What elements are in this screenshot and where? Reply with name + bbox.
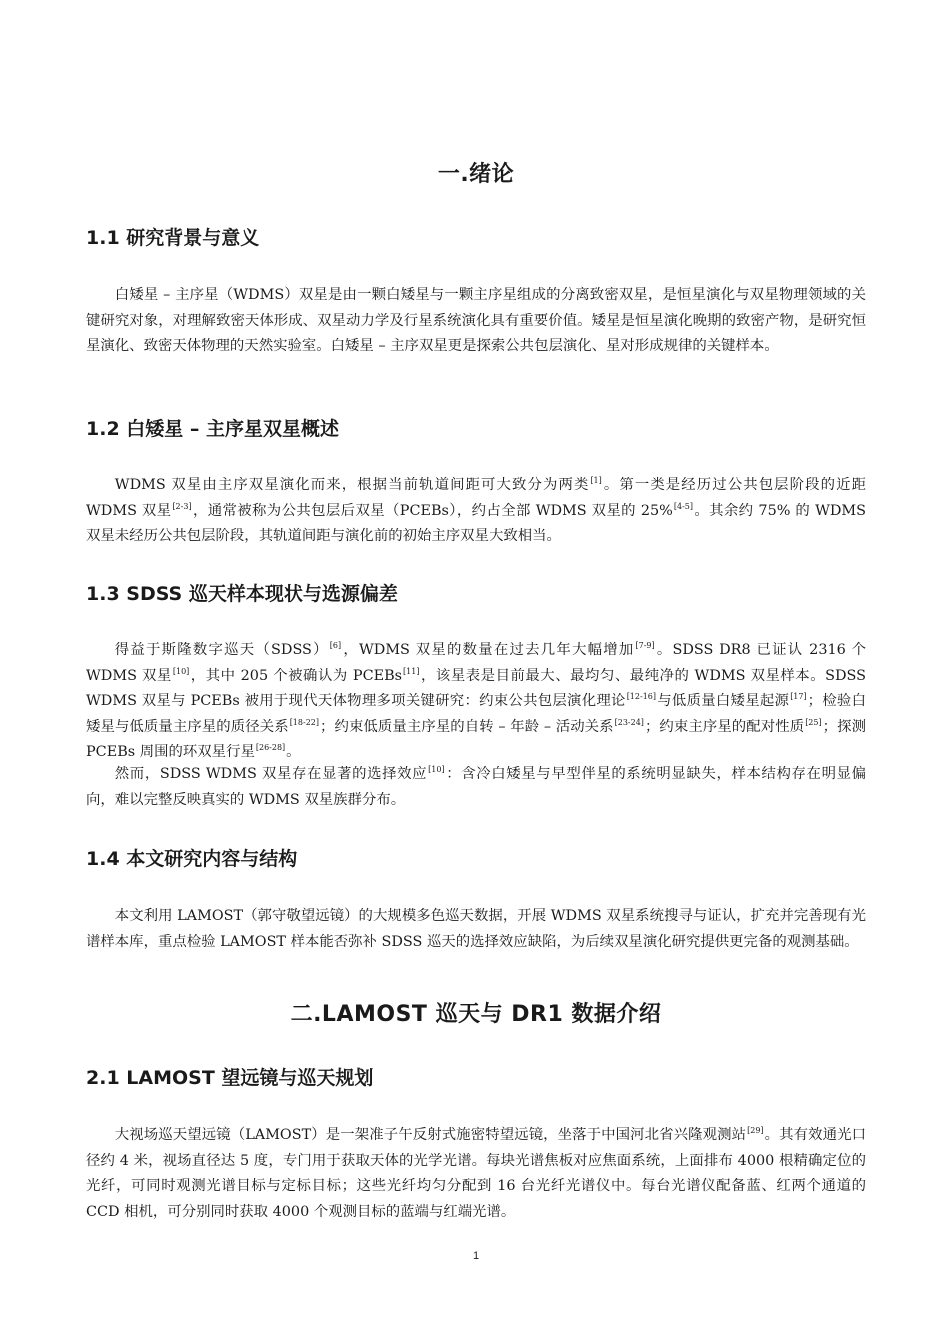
paragraph-1-3-a	[86, 638, 866, 766]
text-span: 得益于斯隆数字巡天（SDSS）	[114, 642, 329, 658]
text-span: ；探测 PCEBs 周围的环双星行星	[86, 718, 866, 760]
paragraph-1-4: 本文利用 LAMOST（郭守敬望远镜）的大规模多色巡天数据，开展 WDMS 双星系统搜寻与证认，扩充并完善现有光谱样本库，重点检验 LAMOST 样本能否弥补 SDSS 巡天的选择效应缺陷，为后续双星演化研究提供更完备的观测基础。	[86, 908, 866, 950]
citation: [11]	[403, 666, 420, 676]
text-span: 与低质量白矮星起源	[657, 693, 790, 709]
citation: [18-22]	[289, 717, 319, 727]
chapter-title-2: 二.LAMOST 巡天与 DR1 数据介绍	[290, 1002, 662, 1027]
text-span: 。	[286, 744, 301, 760]
text-span: ：含冷白矮星与早型伴星的系统明显缺失，样本结构存在明显偏向，难以完整反映真实的 WDMS 双星族群分布。	[86, 766, 866, 808]
citation: [29]	[747, 1126, 764, 1136]
text-span: ；约束低质量主序星的自转 – 年龄 – 活动关系	[320, 718, 614, 735]
citation: [26-28]	[255, 743, 286, 753]
text-span: WDMS 双星由主序双星演化而来，根据当前轨道间距可大致分为两类	[114, 477, 590, 493]
section-heading-2-1: 2.1 LAMOST 望远镜与巡天规划	[86, 1067, 374, 1089]
citation: [10]	[172, 666, 190, 676]
citation: [6]	[329, 641, 342, 651]
chapter-title-1: 一.绪论	[437, 162, 515, 187]
citation: [23-24]	[614, 717, 644, 727]
citation: [1]	[590, 476, 602, 486]
text-span: ；检验白矮星与低质量主序星的质径关系	[86, 693, 866, 735]
paragraph-1-1: 白矮星 – 主序星（WDMS）双星是由一颗白矮星与一颗主序星组成的分离致密双星，是恒星演化与双星物理领域的关键研究对象，对理解致密天体形成、双星动力学及行星系统演化具有重要价值。矮星是恒星演化晚期的致密产物，是研究恒星演化、致密天体物理的天然实验室。白矮星 – 主序双星更是探索公共包层演化、星对形成规律的关键样本。	[86, 287, 866, 354]
text-span: 然而，SDSS WDMS 双星存在显著的选择效应	[114, 766, 428, 782]
citation: [10]	[428, 765, 445, 775]
text-span: ，该星表是目前最大、最均匀、最纯净的 WDMS 双星样本。SDSS WDMS 双星与 PCEBs 被用于现代天体物理多项关键研究：约束公共包层演化理论	[86, 667, 867, 709]
paragraph-1-3-b	[86, 762, 866, 813]
page-number: 1	[472, 1250, 480, 1262]
text-span: 大视场巡天望远镜（LAMOST）是一架准子午反射式施密特望远镜，坐落于中国河北省兴隆观测站	[114, 1127, 747, 1143]
text-span: 。其有效通光口径约 4 米，视场直径达 5 度，专门用于获取天体的光学光谱。每块光谱焦板对应焦面系统，上面排布 4000 根精确定位的光纤，可同时观测光谱目标与定标目标；这些光纤均匀分配到 16 台光纤光谱仪中。每台光谱仪配备蓝、红两个通道的 CCD 相机，可分别同时获取 4000 个观测目标的蓝端与红端光谱。	[86, 1127, 866, 1220]
paragraph-1-2	[86, 473, 866, 550]
section-heading-1-1: 1.1 研究背景与意义	[86, 227, 260, 249]
text-span: 。第一类是经历过公共包层阶段的近距 WDMS 双星	[86, 477, 866, 519]
text-span: ，其中 205 个被确认为 PCEBs	[190, 667, 403, 684]
citation: [17]	[790, 692, 807, 702]
citation: [7-9]	[635, 641, 655, 651]
section-heading-1-2: 1.2 白矮星 – 主序星双星概述	[86, 418, 340, 440]
citation: [12-16]	[626, 692, 656, 702]
text-span: ；约束主序星的配对性质	[644, 718, 805, 735]
text-span: 。SDSS DR8 已证认 2316 个 WDMS 双星	[86, 642, 866, 684]
paragraph-2-1	[86, 1123, 866, 1225]
section-heading-1-4: 1.4 本文研究内容与结构	[86, 848, 298, 870]
citation: [4-5]	[673, 501, 693, 511]
text-span: ，通常被称为公共包层后双星（PCEBs），约占全部 WDMS 双星的 25%	[192, 502, 673, 519]
citation: [25]	[805, 717, 822, 727]
section-heading-1-3: 1.3 SDSS 巡天样本现状与选源偏差	[86, 583, 398, 605]
text-span: ，WDMS 双星的数量在过去几年大幅增加	[342, 642, 635, 658]
text-span: 。其余约 75% 的 WDMS 双星未经历公共包层阶段，其轨道间距与演化前的初始主序双星大致相当。	[86, 502, 867, 544]
document-page	[86, 0, 866, 1344]
citation: [2-3]	[172, 501, 192, 511]
